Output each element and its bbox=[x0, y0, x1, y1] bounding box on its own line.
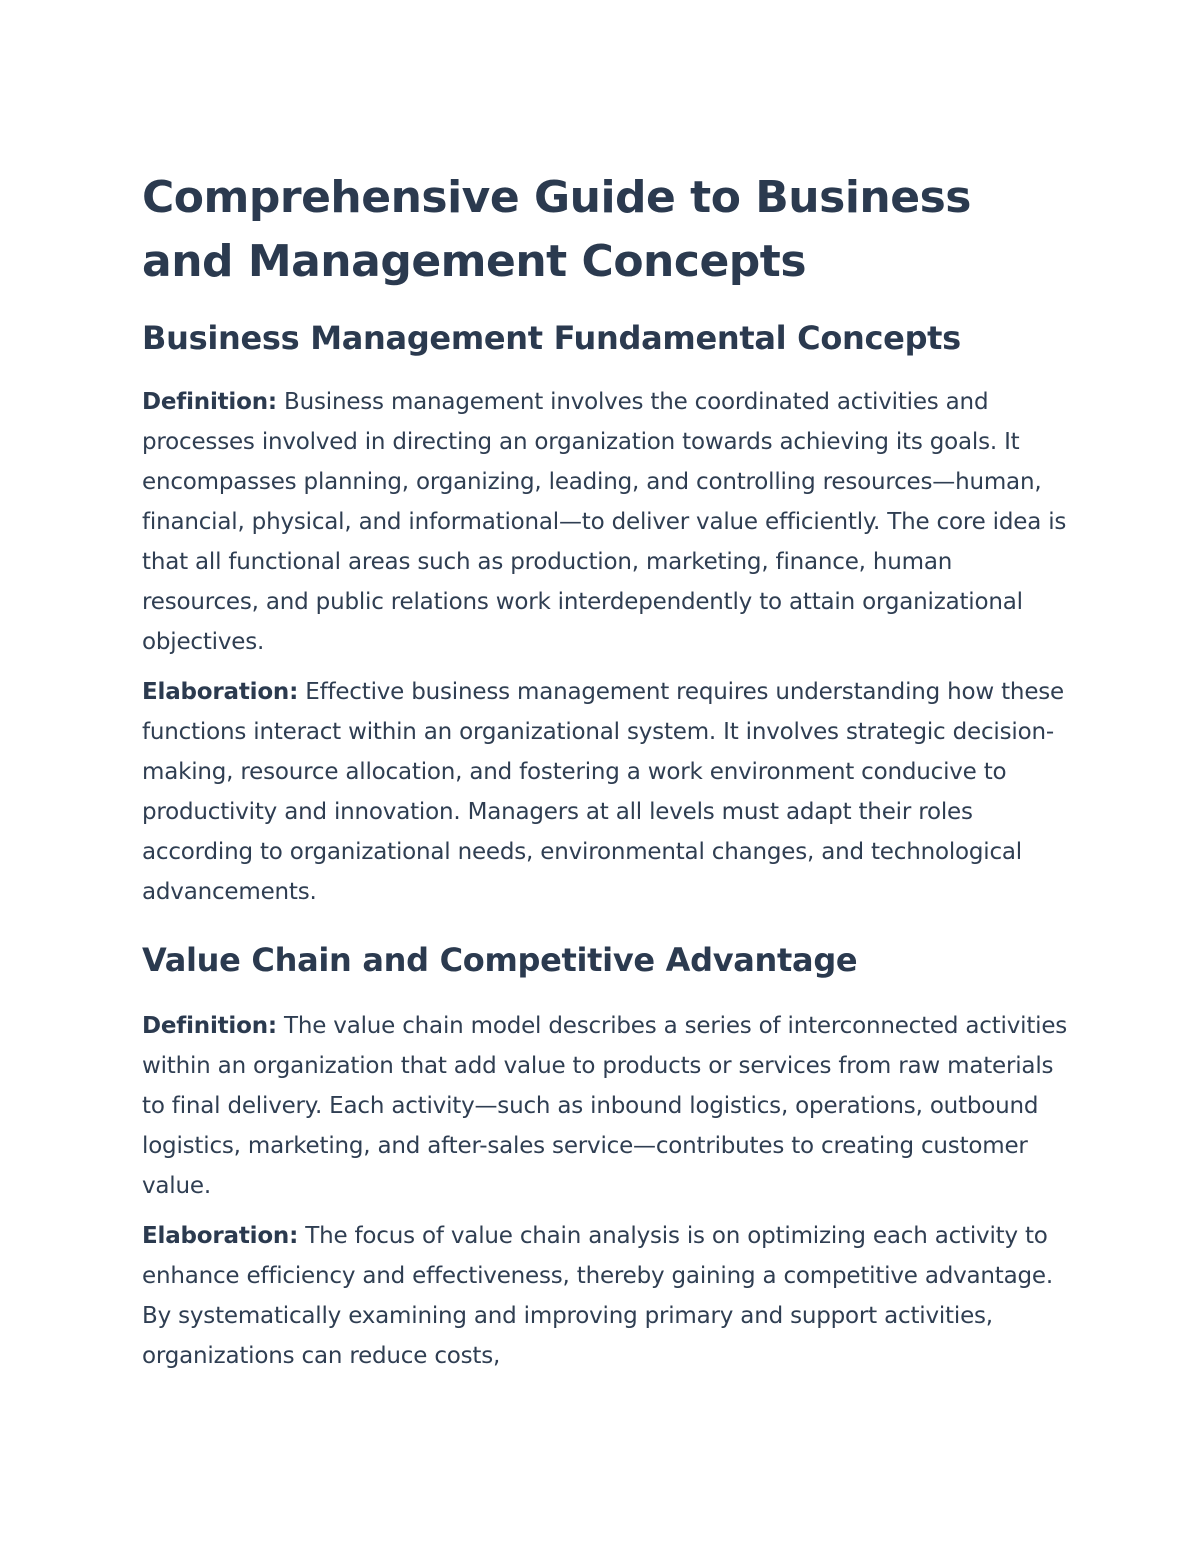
definition-text: Business management involves the coordinated activities and processes involved in directing an organization towards achieving its goals. It encompasses planning, organizing, leading, and controlling resources—human, financial, physical, and informational—to deliver value efficiently. The core idea is that all functional areas such as production, marketing, finance, human resources, and public relations work interdependently to attain organizational objectives. bbox=[142, 389, 1067, 655]
definition-text: The value chain model describes a series of interconnected activities within an organization that add value to products or services from raw materials to final delivery. Each activity—such as inbound logistics, operations, outbound logistics, marketing, and after-sales service—contributes to creating customer value. bbox=[142, 1013, 1068, 1199]
section-heading-business-management: Business Management Fundamental Concepts bbox=[142, 319, 961, 357]
document-content bbox=[142, 166, 1072, 1386]
elaboration-paragraph-value-chain bbox=[142, 1216, 1072, 1376]
definition-label: Definition: bbox=[142, 1013, 277, 1039]
definition-paragraph-value-chain bbox=[142, 1006, 1072, 1206]
elaboration-label: Elaboration: bbox=[142, 1223, 299, 1249]
definition-paragraph-business-management bbox=[142, 382, 1072, 662]
elaboration-paragraph-business-management bbox=[142, 672, 1072, 912]
section-heading-value-chain: Value Chain and Competitive Advantage bbox=[142, 941, 858, 979]
definition-label: Definition: bbox=[142, 389, 277, 415]
elaboration-label: Elaboration: bbox=[142, 679, 299, 705]
elaboration-text: Effective business management requires understanding how these functions interact within an organizational system. It involves strategic decision-making, resource allocation, and fostering a work environment conducive to productivity and innovation. Managers at all levels must adapt their roles according to organizational needs, environmental changes, and technological advancements. bbox=[142, 679, 1064, 905]
page-title: Comprehensive Guide to Business and Management Concepts bbox=[142, 172, 971, 287]
elaboration-text: The focus of value chain analysis is on optimizing each activity to enhance efficiency and effectiveness, thereby gaining a competitive advantage. By systematically examining and improving primary and support activities, organizations can reduce costs, bbox=[142, 1223, 1053, 1369]
